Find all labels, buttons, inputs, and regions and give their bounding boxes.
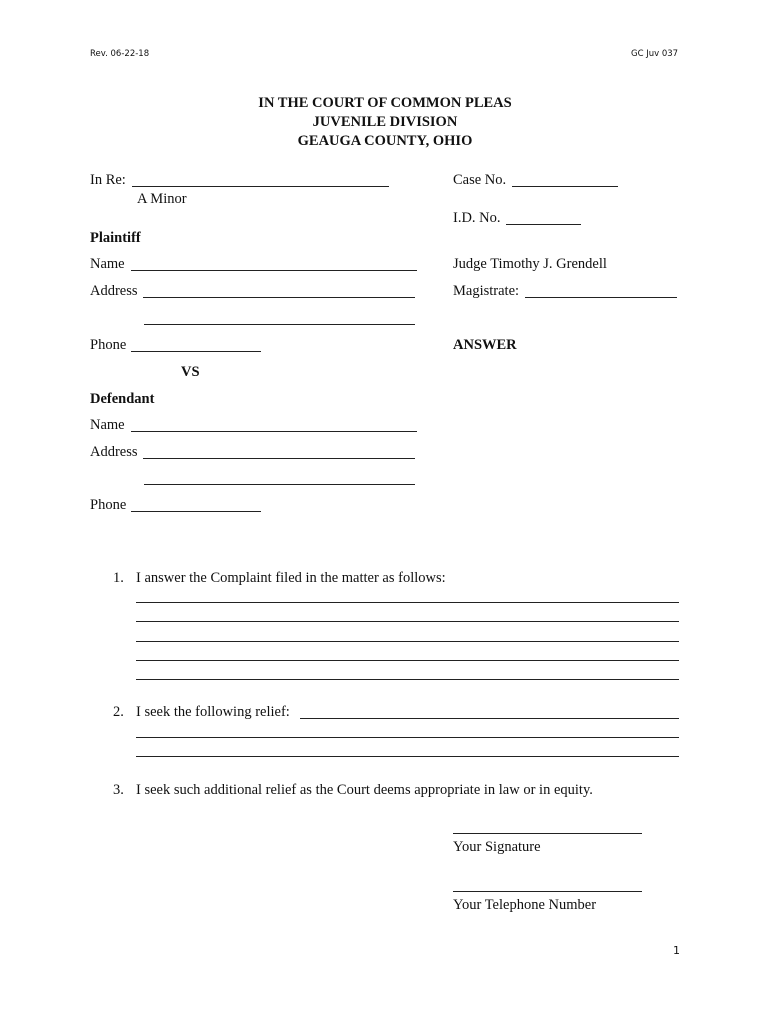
item-1-answer-line-1[interactable] xyxy=(136,602,679,603)
item-1-number: 1. xyxy=(113,570,124,586)
in-re-label: In Re: xyxy=(90,172,126,188)
plaintiff-phone-label: Phone xyxy=(90,337,127,353)
defendant-name-field[interactable] xyxy=(131,431,417,432)
defendant-address-label: Address xyxy=(90,444,138,460)
item-2-relief-line-3[interactable] xyxy=(136,756,679,757)
signature-field[interactable] xyxy=(453,833,642,834)
plaintiff-address-field[interactable] xyxy=(143,297,415,298)
item-3-text: I seek such additional relief as the Court deems appropriate in law or in equity. xyxy=(136,782,593,798)
plaintiff-address-field-2[interactable] xyxy=(144,324,415,325)
id-no-label: I.D. No. xyxy=(453,210,501,226)
revision-date: Rev. 06-22-18 xyxy=(90,49,150,59)
defendant-address-field-2[interactable] xyxy=(144,484,415,485)
defendant-heading: Defendant xyxy=(90,391,155,407)
item-1-answer-line-3[interactable] xyxy=(136,641,679,642)
item-2-relief-field[interactable] xyxy=(300,718,679,719)
item-2-number: 2. xyxy=(113,704,124,720)
form-code: GC Juv 037 xyxy=(631,49,679,59)
defendant-phone-field[interactable] xyxy=(131,511,261,512)
in-re-field[interactable] xyxy=(132,186,389,187)
document-title: ANSWER xyxy=(453,337,517,353)
plaintiff-heading: Plaintiff xyxy=(90,230,141,246)
item-1-answer-line-2[interactable] xyxy=(136,621,679,622)
item-2-text: I seek the following relief: xyxy=(136,704,290,720)
case-no-field[interactable] xyxy=(512,186,618,187)
item-2-relief-line-2[interactable] xyxy=(136,737,679,738)
signature-label: Your Signature xyxy=(453,839,541,855)
judge-name: Judge Timothy J. Grendell xyxy=(453,256,607,272)
minor-label: A Minor xyxy=(137,191,187,207)
plaintiff-name-label: Name xyxy=(90,256,125,272)
court-division: JUVENILE DIVISION xyxy=(312,114,458,130)
item-3-number: 3. xyxy=(113,782,124,798)
magistrate-field[interactable] xyxy=(525,297,677,298)
defendant-phone-label: Phone xyxy=(90,497,127,513)
page-number: 1 xyxy=(673,944,680,957)
telephone-field[interactable] xyxy=(453,891,642,892)
plaintiff-phone-field[interactable] xyxy=(131,351,261,352)
magistrate-label: Magistrate: xyxy=(453,283,520,299)
court-name: IN THE COURT OF COMMON PLEAS xyxy=(258,95,512,111)
plaintiff-name-field[interactable] xyxy=(131,270,417,271)
defendant-address-field[interactable] xyxy=(143,458,415,459)
id-no-field[interactable] xyxy=(506,224,581,225)
item-1-answer-line-4[interactable] xyxy=(136,660,679,661)
item-1-text: I answer the Complaint filed in the matter as follows: xyxy=(136,570,446,586)
defendant-name-label: Name xyxy=(90,417,125,433)
plaintiff-address-label: Address xyxy=(90,283,138,299)
case-no-label: Case No. xyxy=(453,172,507,188)
court-county: GEAUGA COUNTY, OHIO xyxy=(297,133,473,149)
versus-label: VS xyxy=(181,364,200,380)
item-1-answer-line-5[interactable] xyxy=(136,679,679,680)
telephone-label: Your Telephone Number xyxy=(453,897,597,913)
